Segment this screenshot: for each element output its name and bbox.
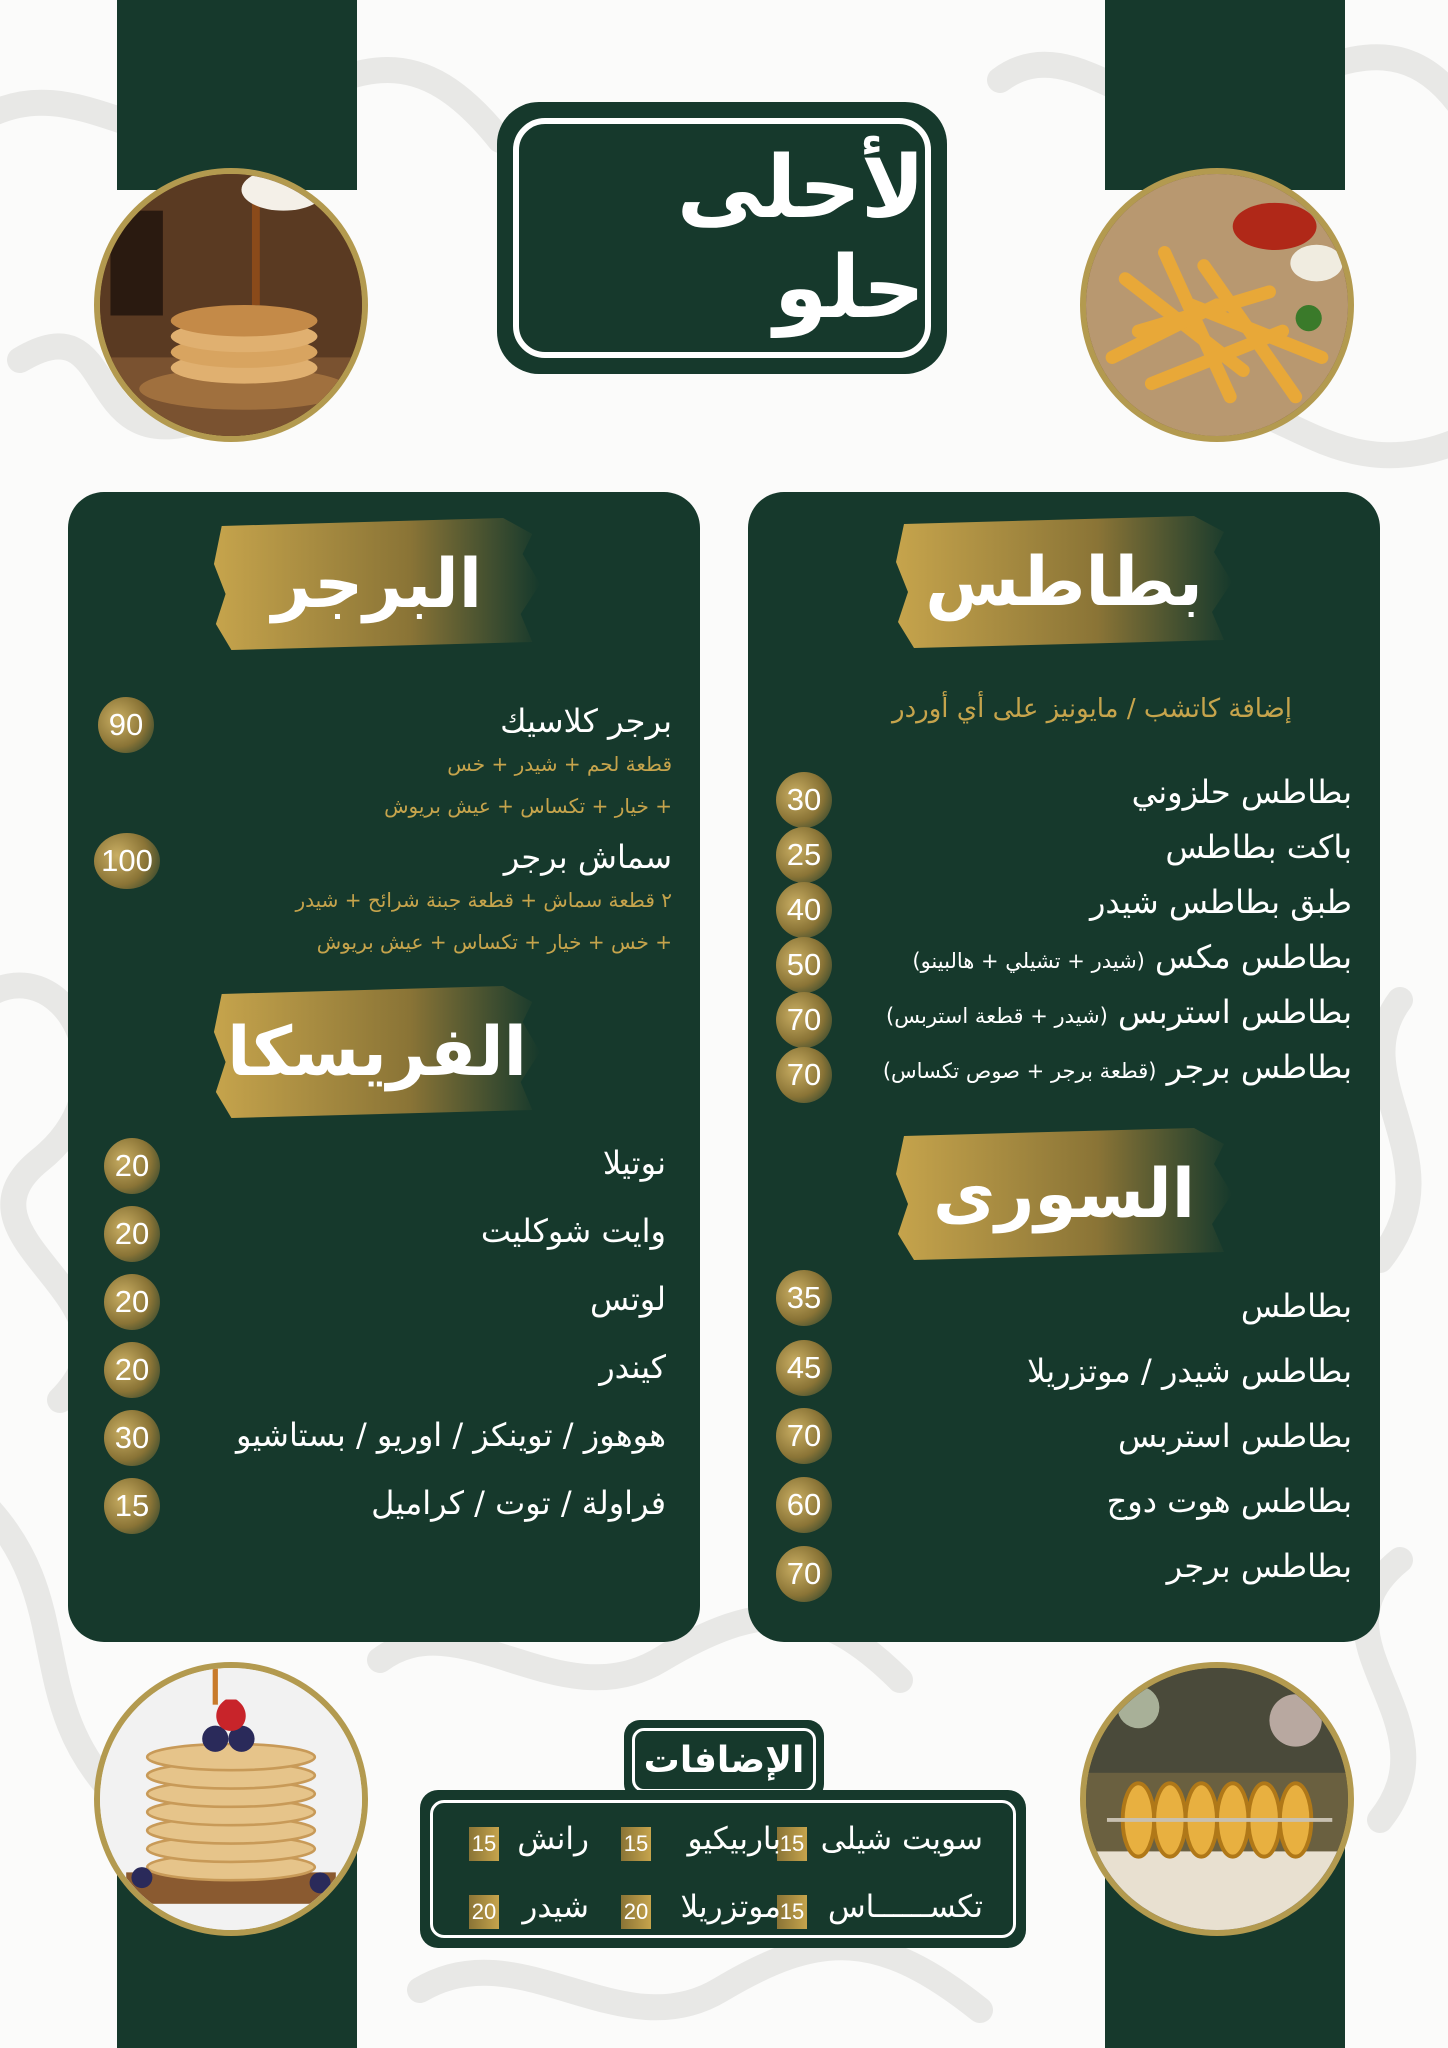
addons-tab bbox=[624, 1720, 824, 1800]
addon-item: سويت شيلى bbox=[820, 1821, 983, 1857]
pancake-stack-photo bbox=[94, 1662, 368, 1936]
burger-item-1-desc-2: + خيار + تكساس + عيش بريوش bbox=[384, 794, 672, 818]
fries-item-2 bbox=[1165, 828, 1352, 866]
freska-item-name: وايت شوكليت bbox=[480, 1212, 666, 1250]
freska-price-6: 15 bbox=[104, 1478, 160, 1534]
syrian-item-name: بطاطس استربس bbox=[1117, 1417, 1352, 1455]
spiral-potato-photo bbox=[1080, 1662, 1354, 1936]
burger-heading-brush bbox=[212, 514, 542, 654]
freska-item-3 bbox=[590, 1280, 666, 1318]
addon-item: موتزريلا bbox=[680, 1889, 781, 1925]
freska-item-2 bbox=[481, 1212, 666, 1250]
freska-heading: الفريسكا bbox=[227, 1012, 527, 1092]
burger-item-1 bbox=[500, 702, 672, 740]
freska-price-3: 20 bbox=[104, 1274, 160, 1330]
right-top-strip bbox=[1105, 0, 1345, 190]
left-top-strip bbox=[117, 0, 357, 190]
fries-item-name: بطاطس برجر bbox=[1166, 1048, 1352, 1086]
fries-item-name: بطاطس استربس bbox=[1117, 993, 1352, 1031]
addon-price: 15 bbox=[777, 1827, 807, 1861]
fries-item-5 bbox=[886, 993, 1352, 1031]
addon-price: 15 bbox=[777, 1895, 807, 1929]
freska-item-name: فراولة / توت / كراميل bbox=[371, 1484, 666, 1522]
addons-box bbox=[420, 1790, 1026, 1948]
syrian-item-name: بطاطس هوت دوج bbox=[1106, 1482, 1352, 1520]
addons-frame bbox=[430, 1800, 1016, 1938]
addon-item: رانش bbox=[517, 1821, 589, 1857]
syrian-heading: السورى bbox=[932, 1154, 1196, 1234]
burger-item-2-desc-2: + خس + خيار + تكساس + عيش بريوش bbox=[316, 930, 672, 954]
fries-item-3 bbox=[1090, 883, 1352, 921]
freska-price-2: 20 bbox=[104, 1206, 160, 1262]
addon-item: شيدر bbox=[522, 1889, 589, 1925]
addons-heading: الإضافات bbox=[632, 1728, 816, 1792]
fries-item-name: طبق بطاطس شيدر bbox=[1089, 883, 1352, 921]
brand-title: لأحلى حلو bbox=[676, 138, 925, 338]
freska-heading-brush bbox=[212, 982, 542, 1122]
freska-price-1: 20 bbox=[104, 1138, 160, 1194]
fries-price-6: 70 bbox=[776, 1047, 832, 1103]
syrian-price-3: 70 bbox=[776, 1408, 832, 1464]
burger-item-name: سماش برجر bbox=[503, 838, 672, 876]
fries-price-5: 70 bbox=[776, 992, 832, 1048]
fries-price-3: 40 bbox=[776, 882, 832, 938]
fries-note: إضافة كاتشب / مايونيز على أي أوردر bbox=[892, 694, 1292, 724]
burger-heading: البرجر bbox=[271, 544, 483, 624]
burger-item-2-desc-1: ٢ قطعة سماش + قطعة جبنة شرائح + شيدر bbox=[295, 888, 672, 912]
pancake-syrup-photo bbox=[94, 168, 368, 442]
addon-item: تكســــــاس bbox=[827, 1889, 983, 1925]
title-badge bbox=[497, 102, 947, 374]
syrian-item-3 bbox=[1118, 1417, 1352, 1455]
syrian-price-5: 70 bbox=[776, 1546, 832, 1602]
freska-item-5 bbox=[236, 1416, 666, 1454]
fries-heading-brush bbox=[894, 512, 1234, 652]
syrian-heading-brush bbox=[894, 1124, 1234, 1264]
burger-item-name: برجر كلاسيك bbox=[500, 702, 672, 740]
fries-item-name: بطاطس حلزوني bbox=[1131, 773, 1352, 811]
fries-price-2: 25 bbox=[776, 827, 832, 883]
freska-item-name: نوتيلا bbox=[602, 1144, 666, 1182]
addon-price: 15 bbox=[621, 1827, 651, 1861]
syrian-price-1: 35 bbox=[776, 1270, 832, 1326]
title-frame bbox=[513, 118, 931, 358]
freska-item-name: هوهوز / توينكز / اوريو / بستاشيو bbox=[235, 1416, 666, 1454]
syrian-item-name: بطاطس برجر bbox=[1166, 1547, 1352, 1585]
freska-price-4: 20 bbox=[104, 1342, 160, 1398]
burger-price-1: 90 bbox=[98, 697, 154, 753]
fries-item-detail: (قطعة برجر + صوص تكساس) bbox=[882, 1059, 1157, 1083]
fries-price-1: 30 bbox=[776, 772, 832, 828]
fries-item-name: بطاطس مكس bbox=[1155, 938, 1352, 976]
fries-item-4 bbox=[912, 938, 1352, 976]
freska-item-4 bbox=[599, 1348, 666, 1386]
fries-photo bbox=[1080, 168, 1354, 442]
fries-price-4: 50 bbox=[776, 937, 832, 993]
freska-item-name: لوتس bbox=[590, 1280, 666, 1318]
burger-item-2 bbox=[504, 838, 672, 876]
fries-item-1 bbox=[1132, 773, 1352, 811]
burger-price-2: 100 bbox=[94, 833, 160, 889]
fries-item-detail: (شيدر + قطعة استربس) bbox=[886, 1004, 1108, 1028]
freska-item-name: كيندر bbox=[599, 1348, 666, 1386]
fries-item-detail: (شيدر + تشيلي + هالبينو) bbox=[912, 949, 1145, 973]
addon-item: باربيكيو bbox=[687, 1821, 781, 1857]
freska-item-1 bbox=[603, 1144, 666, 1182]
freska-price-5: 30 bbox=[104, 1410, 160, 1466]
addon-price: 20 bbox=[621, 1895, 651, 1929]
syrian-item-name: بطاطس شيدر / موتزريلا bbox=[1027, 1352, 1352, 1390]
syrian-item-1 bbox=[1241, 1287, 1352, 1325]
fries-heading: بطاطس bbox=[925, 542, 1203, 622]
burger-item-1-desc-1: قطعة لحم + شيدر + خس bbox=[447, 752, 672, 776]
addon-price: 15 bbox=[469, 1827, 499, 1861]
syrian-price-4: 60 bbox=[776, 1477, 832, 1533]
syrian-price-2: 45 bbox=[776, 1340, 832, 1396]
syrian-item-5 bbox=[1167, 1547, 1352, 1585]
syrian-item-4 bbox=[1107, 1482, 1352, 1520]
syrian-item-2 bbox=[1027, 1352, 1352, 1390]
freska-item-6 bbox=[371, 1484, 666, 1522]
fries-item-6 bbox=[883, 1048, 1352, 1086]
syrian-item-name: بطاطس bbox=[1240, 1287, 1352, 1325]
fries-item-name: باكت بطاطس bbox=[1165, 828, 1352, 866]
addon-price: 20 bbox=[469, 1895, 499, 1929]
